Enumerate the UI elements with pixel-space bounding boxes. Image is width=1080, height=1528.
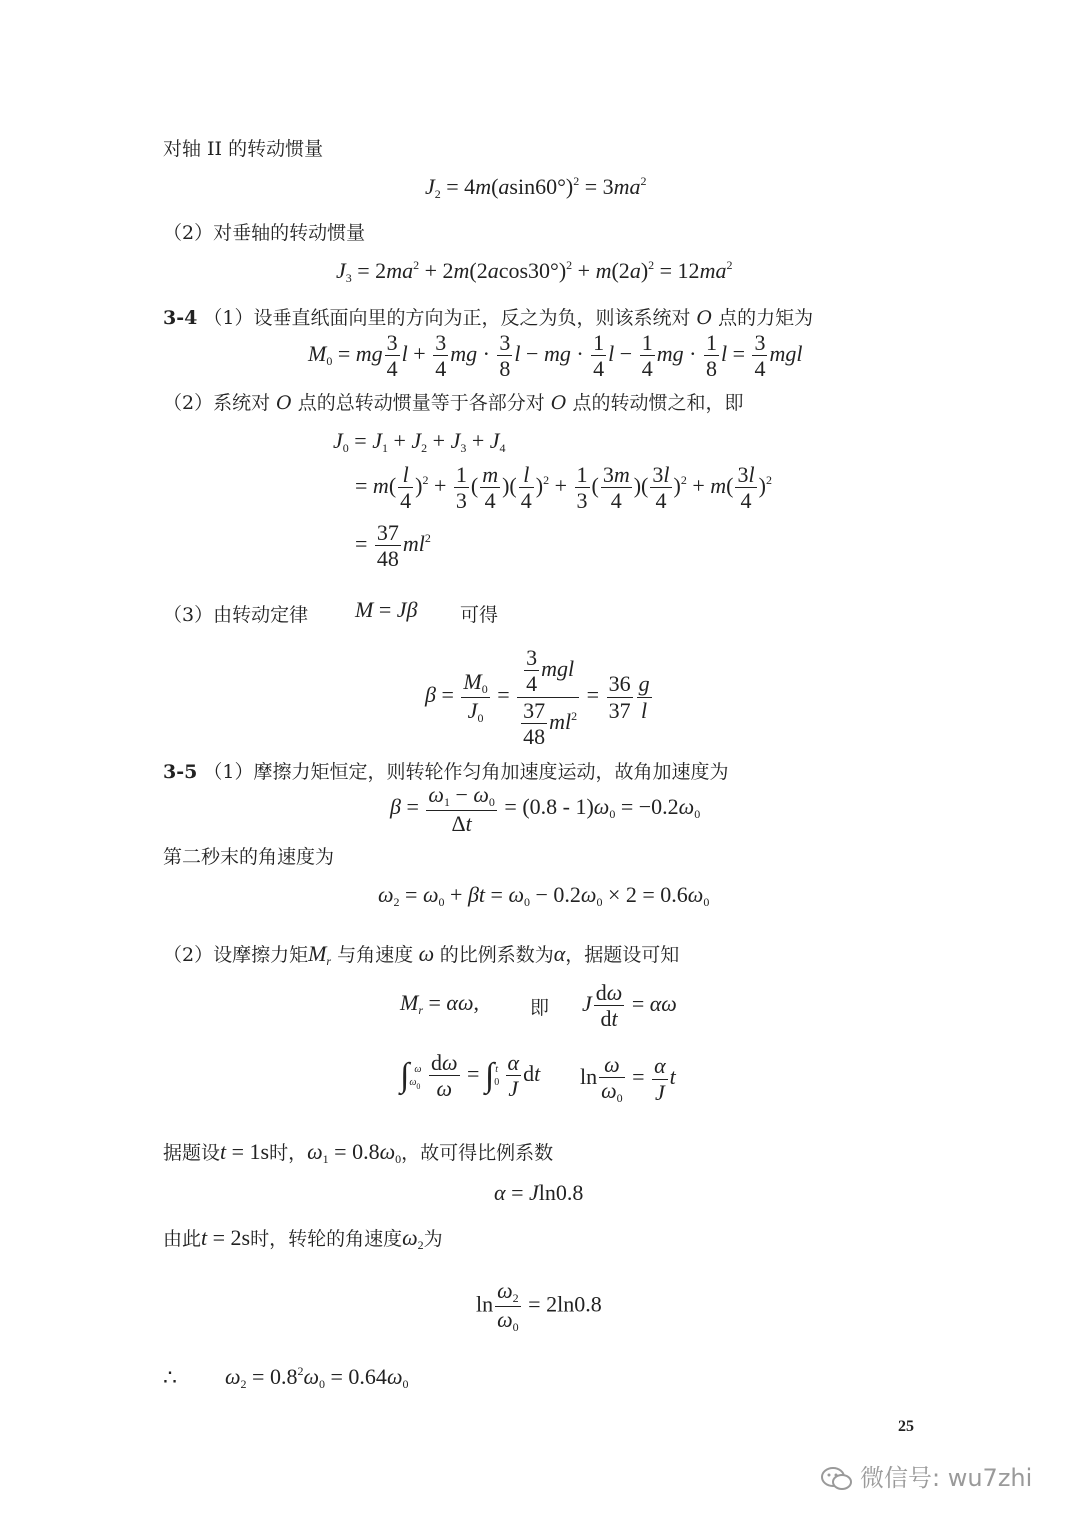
by-problem-c: ，故可得比例系数 [401,1142,554,1164]
by-problem-line: 据题设t = 1s时，$\omega_1 = 0.8\omega_0$，故可得比例系数 [163,1139,554,1166]
hence-line: 由此t = 2s时，转轮的角速度$\omega_2$为 [163,1225,443,1252]
formula-beta-3-5: β = $\frac{\omega_1 - \omega_0}{\Delta t}$ = $(0.8 - 1)\omega_0 = -0.2\omega_0$ [390,782,701,836]
problem-3-4-q1 [163,303,813,330]
formula-rotation-law: M = Jβ [355,597,418,622]
formula-ln-omega2: ln $\frac{\omega_2}{\omega_0}$ = 2ln0.8 [476,1278,602,1334]
problem-3-5-label: 3-5 [163,761,198,783]
problem-3-5-q2: （2）设摩擦力矩$M_r$ 与角速度 ω 的比例系数为α，据题设可知 [163,941,680,968]
point-O: O [550,392,567,414]
axis2-label: 对轴 II 的转动惯量 [163,138,324,160]
watermark-text: 微信号: wu7zhi [860,1464,1033,1492]
formula-alpha: α = Jln0.8 [494,1180,584,1205]
formula-omega2: $\omega_2 = \omega_0 + \beta t = \omega_0 - 0.2\omega_0 \times 2 = 0.6\omega_0$ [378,882,710,909]
problem-3-4-q2-mid: 点的总转动惯量等于各部分对 [297,392,545,414]
by-problem-b: 时， [269,1142,308,1164]
problem-3-5-q2-b: 与角速度 [337,944,414,966]
formula-J2: $J_2 = 4m(asin60^\circ)^2 = 3ma^2$ [425,174,647,201]
problem-3-5-q1-text: （1）摩擦力矩恒定，则转轮作匀角加速度运动，故角加速度为 [203,761,729,783]
problem-3-4-q3-text: （3）由转动定律 [163,604,309,626]
problem-3-4-q1-text: （1）设垂直纸面向里的方向为正，反之为负，则该系统对 [203,307,691,329]
formula-integral: $\int_{\omega_0}^\omega$ $\frac{d\omega}{\omega}$ = $\int_0^t$ $\frac{\alpha}{J}$ dt [400,1050,541,1102]
problem-3-5-q2-d: ，据题设可知 [565,944,680,966]
problem-3-5-q2-c: 的比例系数为 [439,944,554,966]
problem-3-4-q2-tail: 点的转动惯之和，即 [572,392,744,414]
formula-J0-sum: $J_0 = J_1 + J_2 + J_3 + J_4$ [333,428,506,455]
problem-3-4-q3 [163,600,308,627]
wechat-watermark [820,1458,1032,1493]
hence-c: 为 [423,1228,443,1250]
page-number: 25 [898,1418,914,1435]
point-O: O [696,307,713,329]
by-problem-a: 据题设 [163,1142,221,1164]
ji-label: 即 [530,997,550,1019]
formula-omega2-final: $\omega_2 = 0.8^2\omega_0 = 0.64\omega_0$ [225,1364,409,1391]
problem-3-4-label: 3-4 [163,307,198,329]
formula-beta-3-4: β = $\frac{M_0}{J_0}$ = $\frac{3}{4}$ mgl $\frac{37}{48}$ $ml^2$ = $\frac{36}{37}$ $\frac{g}{l}$ [425,645,650,749]
formula-J3: $J_3 = 2ma^2 + 2m(2acos30^\circ)^2 + m(2a)^2 = 12ma^2$ [336,258,733,285]
problem-3-5-q2-a: （2）设摩擦力矩 [163,944,309,966]
formula-J0-result: = $\frac{37}{48}$ $ml^2$ [355,520,431,572]
wechat-icon [820,1466,854,1492]
formula-J-domega: J $\frac{d\omega}{dt}$ = αω [582,980,677,1032]
problem-3-4-q2-text: （2）系统对 [163,392,271,414]
therefore-symbol: ∴ [163,1366,177,1391]
hence-a: 由此 [163,1228,202,1250]
problem-3-4-q3-tail: 可得 [460,604,499,626]
formula-ln: ln $\frac{\omega}{\omega_0}$ = $\frac{\alpha}{J}$ t [580,1052,676,1106]
q2-vertical-label: （2）对垂轴的转动惯量 [163,222,366,244]
formula-M0: $M_0$ = mg $\frac{3}{4}$ l + $\frac{3}{4}$ mg · $\frac{3}{8}$ l − mg · $\frac{1}{4}$ l − $\frac{1}{4}$ mg · $\frac{1}{8}$ l = $\frac{3}{4}$ mgl [308,330,803,382]
problem-3-5-q1 [163,757,728,784]
formula-friction-torque: $M_r = \alpha\omega$, [400,990,480,1017]
point-O: O [276,392,292,414]
second-end-label: 第二秒末的角速度为 [163,846,335,868]
problem-3-4-q1-tail: 点的力矩为 [718,307,814,329]
problem-3-4-q2 [163,388,743,415]
hence-b: 时，转轮的角速度 [250,1228,403,1250]
formula-J0-expand: = m( $\frac{l}{4}$ )$^2$ + $\frac{1}{3}$ ( $\frac{m}{4}$ )( $\frac{l}{4}$ )$^2$ + $\frac{1}{3}$ ( $\frac{3m}{4}$ )( $\frac{3l}{4}$ )$^2$ + m( $\frac{3l}{4}$ )$^2$ [355,462,772,514]
